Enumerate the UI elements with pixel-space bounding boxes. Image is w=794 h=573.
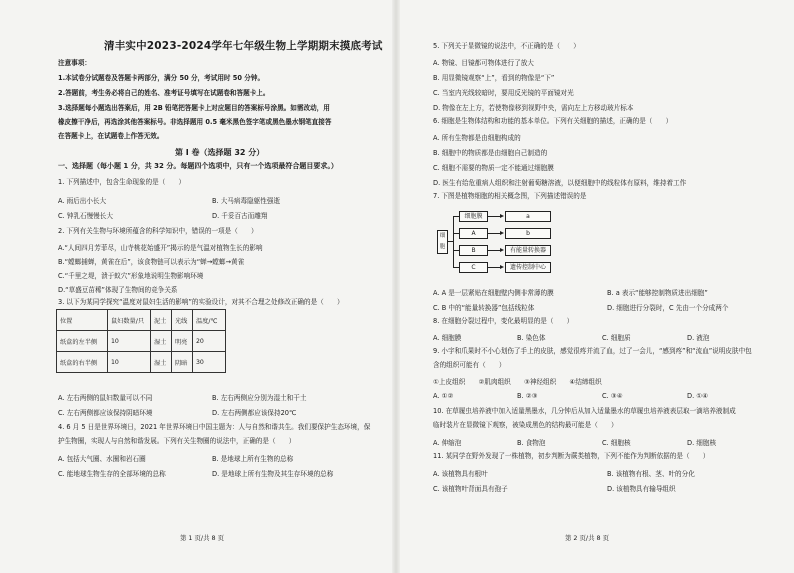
diagram-node-b: B — [459, 245, 488, 256]
q1-option-b: B. 大马病毒隐躯性强逝 — [212, 197, 281, 205]
q5-option-c: C. 当室内光线较暗时，要用反光镜的平面镜对光 — [433, 89, 574, 97]
diagram-target-genetic: 遗传控制中心 — [505, 262, 551, 273]
q9-option-c: C. ③④ — [602, 392, 623, 400]
question-9-stem-cont: 含的组织可能有（ ） — [433, 361, 506, 369]
q8-option-d: D. 液泡 — [687, 334, 710, 342]
diagram-root-cell: 细胞 — [437, 230, 448, 254]
q5-option-d: D. 物像在左上方，若使物像移到视野中央，需向左上方移动玻片标本 — [433, 104, 634, 112]
diagram-node-c: C — [459, 262, 488, 273]
diagram-target-b: b — [505, 228, 551, 239]
q10-option-b: B. 食物泡 — [517, 439, 546, 447]
diagram-arrow — [487, 216, 501, 217]
arrowhead — [500, 265, 504, 269]
q9-option-a: A. ①② — [433, 392, 454, 400]
q11-option-a: A. 该植物具有根叶 — [433, 470, 488, 478]
notice-line: 2.答题前，考生务必将自己的姓名、准考证号填写在试题卷和答题卡上。 — [58, 89, 270, 97]
arrowhead — [500, 248, 504, 252]
q2-option-c: C.“千里之堤，溃于蚁穴”形象地说明生物影响环境 — [58, 272, 204, 280]
table-cell: 纸盒的右半侧 — [57, 352, 108, 373]
q11-option-d: D. 该植物具有输导组织 — [607, 485, 676, 493]
page-number: 第 1 页/共 8 页 — [180, 534, 224, 542]
question-8-stem: 8. 在细胞分裂过程中，变化最明显的是（ ） — [433, 317, 574, 325]
table-cell: 30 — [193, 352, 226, 373]
table-header: 泥土 — [151, 310, 172, 331]
q7-option-d: D. 细胞进行分裂时，C 先由一个分成两个 — [607, 304, 729, 312]
page-number: 第 2 页/共 8 页 — [565, 534, 609, 542]
notice-heading: 注意事项： — [58, 59, 91, 67]
q3-option-c: C. 左右两侧都应该保持阴暗环境 — [58, 409, 153, 417]
q2-option-d: D.“草盛豆苗稀”体现了生物间的竞争关系 — [58, 286, 178, 294]
q6-option-d: D. 医生有给危重病人组织和注射葡萄糖溶液，以便细胞中的线粒体有原料，维持着工作 — [433, 179, 687, 187]
table-header: 光线 — [172, 310, 193, 331]
q7-option-b: B. a 表示“能够控制物质进出细胞” — [607, 289, 708, 297]
question-7-stem: 7. 下图是植物细胞的相关概念图，下列描述错误的是 — [433, 192, 587, 200]
question-10-stem-cont: 临时装片在显微镜下观察，被染成黑色的结构最可能是（ ） — [433, 421, 618, 429]
diagram-node-a: A — [459, 228, 488, 239]
q5-option-a: A. 物镜、目镜都可物体进行了放大 — [433, 59, 534, 67]
arrowhead — [500, 214, 504, 218]
diagram-arrow — [487, 267, 501, 268]
diagram-target-a: a — [505, 211, 551, 222]
table-header: 位置 — [57, 310, 108, 331]
q7-option-a: A. A 是一层紧贴在细胞壁内侧非常薄的膜 — [433, 289, 554, 297]
q4-option-d: D. 是地球上所有生物及其生存环境的总称 — [212, 470, 334, 478]
q8-option-c: C. 细胞质 — [602, 334, 631, 342]
question-11-stem: 11. 某同学在野外发现了一株植物，初步判断为蕨类植物，下列不能作为判断依据的是（ ） — [433, 452, 710, 460]
question-3-stem: 3. 以下为某同学探究“温度对鼠妇生活的影响”的实验设计，对其不合理之处修改正确的是（ ） — [58, 298, 344, 306]
table-cell: 10 — [108, 352, 151, 373]
table-header: 温度/℃ — [193, 310, 226, 331]
question-6-stem: 6. 细胞是生物体结构和功能的基本单位。下列有关细胞的描述，正确的是（ ） — [433, 117, 673, 125]
exam-title: 清丰实中2023-2024学年七年级生物上学期期末摸底考试 — [104, 40, 383, 52]
q9-option-d: D. ①④ — [687, 392, 709, 400]
notice-line: 1.本试卷分试题卷及答题卡两部分，满分 50 分，考试用时 50 分钟。 — [58, 74, 265, 82]
q6-option-b: B. 细胞中的物质都是由细胞自己制造的 — [433, 149, 548, 157]
table-row — [57, 331, 226, 352]
table-cell: 湿土 — [151, 352, 172, 373]
q11-option-b: B. 该植物有根、茎、叶的分化 — [607, 470, 695, 478]
q10-option-d: D. 细胞核 — [687, 439, 717, 447]
q4-option-c: C. 能地球生物生存的全部环境的总称 — [58, 470, 166, 478]
q10-option-a: A. 伸缩泡 — [433, 439, 462, 447]
q6-option-c: C. 细胞不需要的物质一定不能通过细胞膜 — [433, 164, 554, 172]
q8-option-a: A. 细胞膜 — [433, 334, 462, 342]
question-2-stem: 2. 下列有关生物与环境所蕴含的科学知识中，错误的一项是（ ） — [58, 227, 258, 235]
question-10-stem: 10. 在草履虫培养液中加入适量黑墨水，几分钟后从加入适量墨水的草履虫培养液表层取一滴培养液制成 — [433, 407, 736, 415]
q5-option-b: B. 用显微镜观察“上”，看到的物像是“下” — [433, 74, 555, 82]
notice-line: 在答题卡上，在试题卷上作答无效。 — [58, 132, 164, 140]
q8-option-b: B. 染色体 — [517, 334, 546, 342]
q10-option-c: C. 细胞核 — [602, 439, 631, 447]
section-heading: 一、选择题（每小题 1 分，共 32 分。每题四个选项中，只有一个选项最符合题目要求。） — [58, 162, 338, 170]
notice-line: 橡皮擦干净后，再选涂其他答案标号。非选择题用 0.5 毫米黑色签字笔或黑色墨水钢笔直接答 — [58, 118, 332, 126]
diagram-arrow — [487, 233, 501, 234]
table-cell: 10 — [108, 331, 151, 352]
question-9-stem: 9. 小宇和爪果时不小心划伤了手上的皮肤，感觉很疼并流了血，过了一会儿，“感到疼”和“流血”说明皮肤中包 — [433, 347, 752, 355]
part-title: 第 I 卷（选择题 32 分） — [175, 148, 265, 157]
q2-option-a: A.“人间四月芳菲尽，山寺桃花始盛开”揭示的是气温对植物生长的影响 — [58, 244, 263, 252]
table-row — [57, 352, 226, 373]
q9-tissue-list: ①上皮组织 ②肌肉组织 ③神经组织 ④结缔组织 — [433, 378, 602, 386]
notice-line: 3.选择题每小题选出答案后，用 2B 铅笔把答题卡上对应题目的答案标号涂黑。如需改动，用 — [58, 104, 330, 112]
diagram-connector — [453, 216, 454, 268]
table-header: 鼠妇数量/只 — [108, 310, 151, 331]
table-cell: 纸盒的左半侧 — [57, 331, 108, 352]
table-cell: 阴暗 — [172, 352, 193, 373]
diagram-node-membrane: 细胞膜 — [459, 211, 488, 222]
q1-option-c: C. 钟乳石慢慢长大 — [58, 212, 113, 220]
question-4-stem: 4. 6 月 5 日是世界环境日，2021 年世界环境日中国主题为：人与自然和谐共生。我们要保护生态环境，保 — [58, 423, 371, 431]
arrowhead — [500, 231, 504, 235]
experiment-table — [56, 309, 226, 373]
q2-option-b: B.“螳螂捕蝉，黄雀在后”，该食物链可以表示为“蝉→螳螂→黄雀 — [58, 258, 245, 266]
exam-page-2 — [397, 0, 794, 573]
question-5-stem: 5. 下列关于显微镜的说法中，不正确的是（ ） — [433, 42, 580, 50]
q3-option-b: B. 左右两侧应分别为湿土和干土 — [212, 394, 307, 402]
question-1-stem: 1. 下列描述中，包含生命现象的是（ ） — [58, 178, 186, 186]
q1-option-a: A. 雨后出小长大 — [58, 197, 107, 205]
table-cell: 明亮 — [172, 331, 193, 352]
diagram-target-energy: 有能量转换器 — [505, 245, 551, 256]
q7-option-c: C. B 中的“能量转换器”包括线粒体 — [433, 304, 535, 312]
q4-option-b: B. 是地球上所有生物的总称 — [212, 455, 294, 463]
q1-option-d: D. 千妥百古而雕翔 — [212, 212, 268, 220]
table-cell: 20 — [193, 331, 226, 352]
q11-option-c: C. 该植物叶背面具有孢子 — [433, 485, 508, 493]
question-4-stem-cont: 护生物圈，实现人与自然和谐发展。下列有关生物圈的说法中，正确的是（ ） — [58, 437, 296, 445]
diagram-arrow — [487, 250, 501, 251]
q3-option-a: A. 左右两侧的鼠妇数量可以不同 — [58, 394, 153, 402]
q9-option-b: B. ②③ — [517, 392, 538, 400]
q6-option-a: A. 所有生物都是由细胞构成的 — [433, 134, 521, 142]
table-cell: 湿土 — [151, 331, 172, 352]
q3-option-d: D. 左右两侧都应该保持20℃ — [212, 409, 297, 417]
q4-option-a: A. 包括大气圈、水圈和岩石圈 — [58, 455, 146, 463]
